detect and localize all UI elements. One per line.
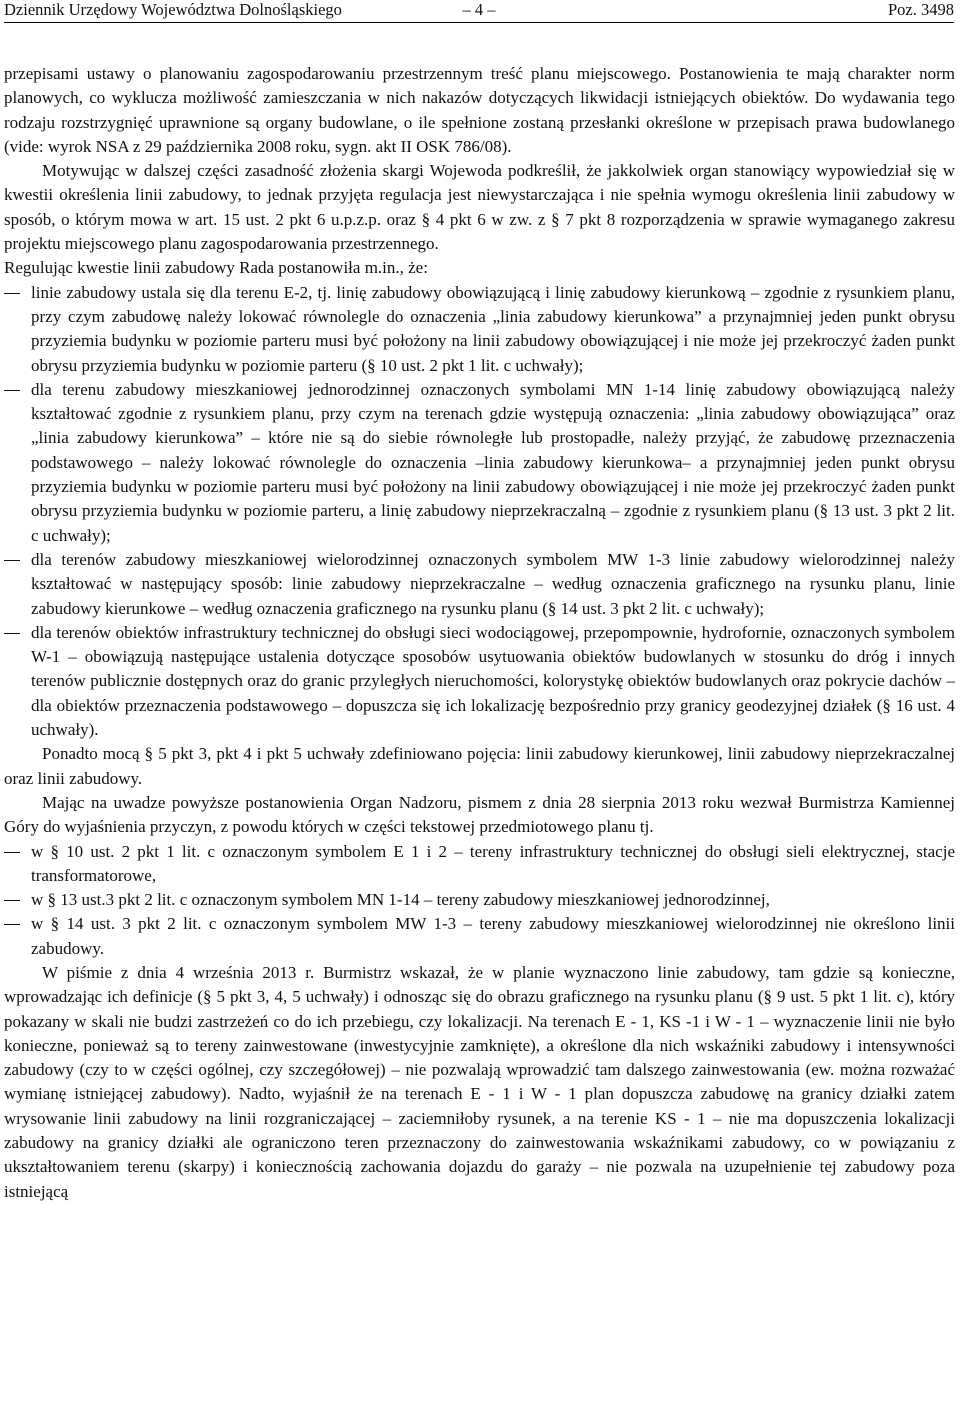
paragraph-summons: Mając na uwadze powyższe postanowienia Organ Nadzoru, pismem z dnia 28 sierpnia 2013 roku wezwał Burmistrza Kamiennej Góry do wyjaśnienia przyczyn, z powodu których w części tekstowej przedmiotowego planu tj.: [4, 792, 955, 837]
list-item: dla terenów obiektów infrastruktury technicznej do obsługi sieci wodociągowej, przepompownie, hydrofornie, oznaczonych symbolem W-1 – obowiązują następujące ustalenia dotyczące sposobów usytuowania obiektów budowlanych w stosunku do dróg i innych terenów publicznie dostępnych oraz do granic przyległych nieruchomości, kolorystykę obiektów budowlanych oraz pokrycie dachów – dla obiektów przeznaczenia podstawowego – dopuszcza się ich lokalizację bezpośrednio przy granicy geodezyjnej działek (§ 16 ust. 4 uchwały).: [4, 621, 955, 742]
page-header: [4, 0, 954, 23]
document-body: [4, 62, 955, 1204]
paragraph-regulation-intro: Regulując kwestie linii zabudowy Rada postanowiła m.in., że:: [4, 258, 428, 278]
paragraph-wojewoda-argument: Motywując w dalszej części zasadność złożenia skargi Wojewoda podkreślił, że jakkolwiek organ stanowiący wypowiedział się w kwestii określenia linii zabudowy, to jednak przyjęta regulacja jest niewystarczająca i nie spełnia wymogu określenia linii zabudowy w sposób, o którym mowa w art. 15 ust. 2 pkt 6 u.p.z.p. oraz § 4 pkt 6 w zw. z § 7 pkt 8 rozporządzenia w sprawie wymaganego zakresu projektu miejscowego planu zagospodarowania przestrzennego.: [4, 161, 955, 254]
list-item: dla terenu zabudowy mieszkaniowej jednorodzinnej oznaczonych symbolami MN 1-14 linię zabudowy obowiązującą należy kształtować zgodnie z rysunkiem planu, przy czym na terenach gdzie występują oznaczenia: „linia zabudowy obowiązująca” oraz „linia zabudowy kierunkowa” – które nie są do siebie równoległe lub prostopadłe, należy przyjąć, że zabudowę przeznaczenia podstawowego – należy lokować równolegle do oznaczenia –linia zabudowy kierunkowa– a przynajmniej jeden punkt obrysu przyziemia budynku w poziomie parteru musi być położony na linii zabudowy obowiązującej i nie może jej przekroczyć żaden punkt obrysu przyziemia budynku w poziomie parteru, a linię zabudowy nieprzekraczalną – zgodnie z rysunkiem planu (§ 13 ust. 3 pkt 2 lit. c uchwały);: [4, 378, 955, 548]
position-number: Poz. 3498: [888, 0, 954, 19]
paragraph-mayor-reply: W piśmie z dnia 4 września 2013 r. Burmistrz wskazał, że w planie wyznaczono linie zabudowy, tam gdzie są konieczne, wprowadzając ich definicje (§ 5 pkt 3, 4, 5 uchwały) i odnosząc się do obrazu graficznego na rysunku planu (§ 9 ust. 5 pkt 1 lit. c), który pokazany w skali nie budzi zastrzeżeń co do ich przebiegu, czy lokalizacji. Na terenach E - 1, KS -1 i W - 1 – wyznaczenie linii nie było konieczne, ponieważ są to tereny zainwestowane (inwestycyjnie zamknięte), a określone dla nich wskaźniki zabudowy i intensywności zabudowy (czy to w części ogólnej, czy szczegółowej) – nie pozwalają wprowadzić tam dalszego zainwestowania (ew. można rozważać wymianę istniejącej zabudowy). Nadto, wyjaśnił że na terenach E - 1 i W - 1 plan dopuszcza zabudowę na granicy działki zatem wrysowanie linii zabudowy na linii rozgraniczającej – zaciemniłoby rysunek, a na terenie KS - 1 – nie ma dopuszczenia lokalizacji zabudowy na granicy działki ale ograniczono teren przeznaczony do zainwestowania wskaźnikami zabudowy, co w powiązaniu z ukształtowaniem terenu (skarpy) i koniecznością zachowania dojazdu do garaży – nie pozwala na uzupełnienie tej zabudowy poza istniejącą: [4, 962, 955, 1201]
paragraph-definitions: Ponadto mocą § 5 pkt 3, pkt 4 i pkt 5 uchwały zdefiniowano pojęcia: linii zabudowy kierunkowej, linii zabudowy nieprzekraczalnej oraz linii zabudowy.: [4, 744, 955, 788]
undefined-lines-list: [4, 840, 955, 961]
list-item: w § 10 ust. 2 pkt 1 lit. c oznaczonym symbolem E 1 i 2 – tereny infrastruktury technicznej do obsługi sieli elektrycznej, stacje transformatorowe,: [4, 840, 955, 889]
building-line-list: [4, 281, 955, 743]
list-item: dla terenów zabudowy mieszkaniowej wielorodzinnej oznaczonych symbolem MW 1-3 linie zabudowy wielorodzinnej należy kształtować w następujący sposób: linie zabudowy nieprzekraczalne – według oznaczenia graficznego na rysunku planu, linie zabudowy kierunkowe – według oznaczenia graficznego na rysunku planu (§ 14 ust. 3 pkt 2 lit. c uchwały);: [4, 548, 955, 621]
journal-title: Dziennik Urzędowy Województwa Dolnośląskiego: [4, 0, 342, 19]
list-item: w § 13 ust.3 pkt 2 lit. c oznaczonym symbolem MN 1-14 – tereny zabudowy mieszkaniowej jednorodzinnej,: [4, 888, 955, 912]
page-number: – 4 –: [462, 0, 496, 19]
list-item: w § 14 ust. 3 pkt 2 lit. c oznaczonym symbolem MW 1-3 – tereny zabudowy mieszkaniowej wielorodzinnej nie określono linii zabudowy.: [4, 912, 955, 961]
paragraph-continuation: przepisami ustawy o planowaniu zagospodarowaniu przestrzennym treść planu miejscowego. Postanowienia te mają charakter norm planowych, co wyklucza możliwość zamieszczania w nich nakazów dotyczących likwidacji istniejących obiektów. Do wydawania tego rodzaju rozstrzygnięć uprawnione są organy budowlane, o ile spełnione zostaną przesłanki określone w przepisach prawa budowlanego (vide: wyrok NSA z 29 października 2008 roku, sygn. akt II OSK 786/08).: [4, 64, 955, 156]
list-item: linie zabudowy ustala się dla terenu E-2, tj. linię zabudowy obowiązującą i linię zabudowy kierunkową – zgodnie z rysunkiem planu, przy czym zabudowę należy lokować równolegle do oznaczenia „linia zabudowy kierunkowa” a przynajmniej jeden punkt obrysu przyziemia budynku w poziomie parteru musi być położony na linii zabudowy obowiązującej i nie może jej przekroczyć żaden punkt obrysu przyziemia budynku w poziomie parteru (§ 10 ust. 2 pkt 1 lit. c uchwały);: [4, 281, 955, 378]
